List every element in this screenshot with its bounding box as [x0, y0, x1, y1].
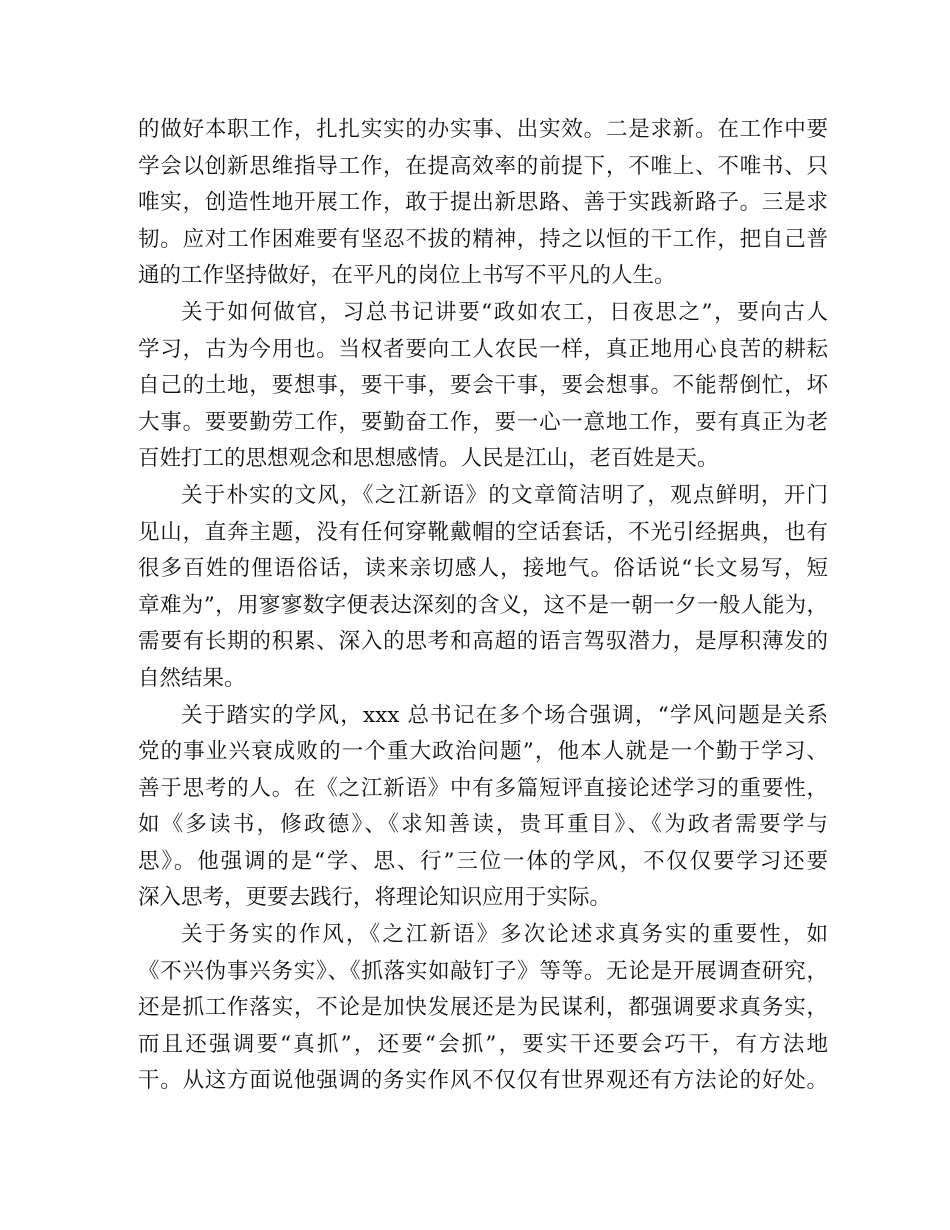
text-line: 通的工作坚持做好，在平凡的岗位上书写不平凡的人生。	[138, 263, 676, 289]
paragraph-first-line: 关于朴实的文风，《之江新语》的文章简洁明了，观点鲜明，开门	[181, 482, 828, 508]
text-line: 自己的土地，要想事，要干事，要会干事，要会想事。不能帮倒忙，坏	[138, 373, 828, 399]
paragraph-first-line: 关于如何做官，习总书记讲要“政如农工，日夜思之”，要向古人	[181, 299, 828, 325]
text-line: 深入思考，更要去践行，将理论知识应用于实际。	[138, 885, 612, 911]
text-line: 需要有长期的积累、深入的思考和高超的语言驾驭潜力，是厚积薄发的	[138, 629, 828, 655]
text-line: 学习，古为今用也。当权者要向工人农民一样，真正地用心良苦的耕耘	[138, 336, 828, 362]
text-line: 学会以创新思维指导工作，在提高效率的前提下，不唯上、不唯书、只	[138, 153, 828, 179]
text-line: 善于思考的人。在《之江新语》中有多篇短评直接论述学习的重要性，	[138, 775, 828, 801]
text-line: 而且还强调要“真抓”，还要“会抓”，要实干还要会巧干，有方法地	[138, 1031, 828, 1057]
paragraph-first-line: 关于踏实的学风，xxx 总书记在多个场合强调，“学风问题是关系	[181, 702, 828, 728]
text-line: 如《多读书，修政德》、《求知善读，贵耳重目》、《为政者需要学与	[138, 812, 828, 838]
text-line: 唯实，创造性地开展工作，敢于提出新思路、善于实践新路子。三是求	[138, 190, 828, 216]
text-line: 韧。应对工作困难要有坚忍不拔的精神，持之以恒的干工作，把自己普	[138, 226, 828, 252]
text-line: 思》。他强调的是“学、思、行”三位一体的学风，不仅仅要学习还要	[138, 848, 828, 874]
text-line: 大事。要要勤劳工作，要勤奋工作，要一心一意地工作，要有真正为老	[138, 409, 828, 435]
paragraph-first-line: 关于务实的作风，《之江新语》多次论述求真务实的重要性，如	[181, 922, 828, 948]
text-line: 见山，直奔主题，没有任何穿靴戴帽的空话套话，不光引经据典，也有	[138, 519, 828, 545]
text-line: 百姓打工的思想观念和思想感情。人民是江山，老百姓是天。	[138, 446, 719, 472]
text-line: 的做好本职工作，扎扎实实的办实事、出实效。二是求新。在工作中要	[138, 117, 828, 142]
text-line: 还是抓工作落实，不论是加快发展还是为民谋利，都强调要求真务实，	[138, 995, 828, 1021]
text-line: 很多百姓的俚语俗话，读来亲切感人，接地气。俗话说“长文易写，短	[138, 556, 828, 582]
text-line: 干。从这方面说他强调的务实作风不仅仅有世界观还有方法论的好处。	[138, 1068, 828, 1094]
body-text	[138, 112, 828, 1100]
text-line: 章难为”，用寥寥数字便表达深刻的含义，这不是一朝一夕一般人能为，	[138, 592, 828, 618]
text-line: 自然结果。	[138, 665, 246, 691]
text-line: 《不兴伪事兴务实》、《抓落实如敲钉子》等等。无论是开展调查研究，	[138, 958, 828, 984]
text-line: 党的事业兴衰成败的一个重大政治问题”，他本人就是一个勤于学习、	[138, 739, 828, 765]
